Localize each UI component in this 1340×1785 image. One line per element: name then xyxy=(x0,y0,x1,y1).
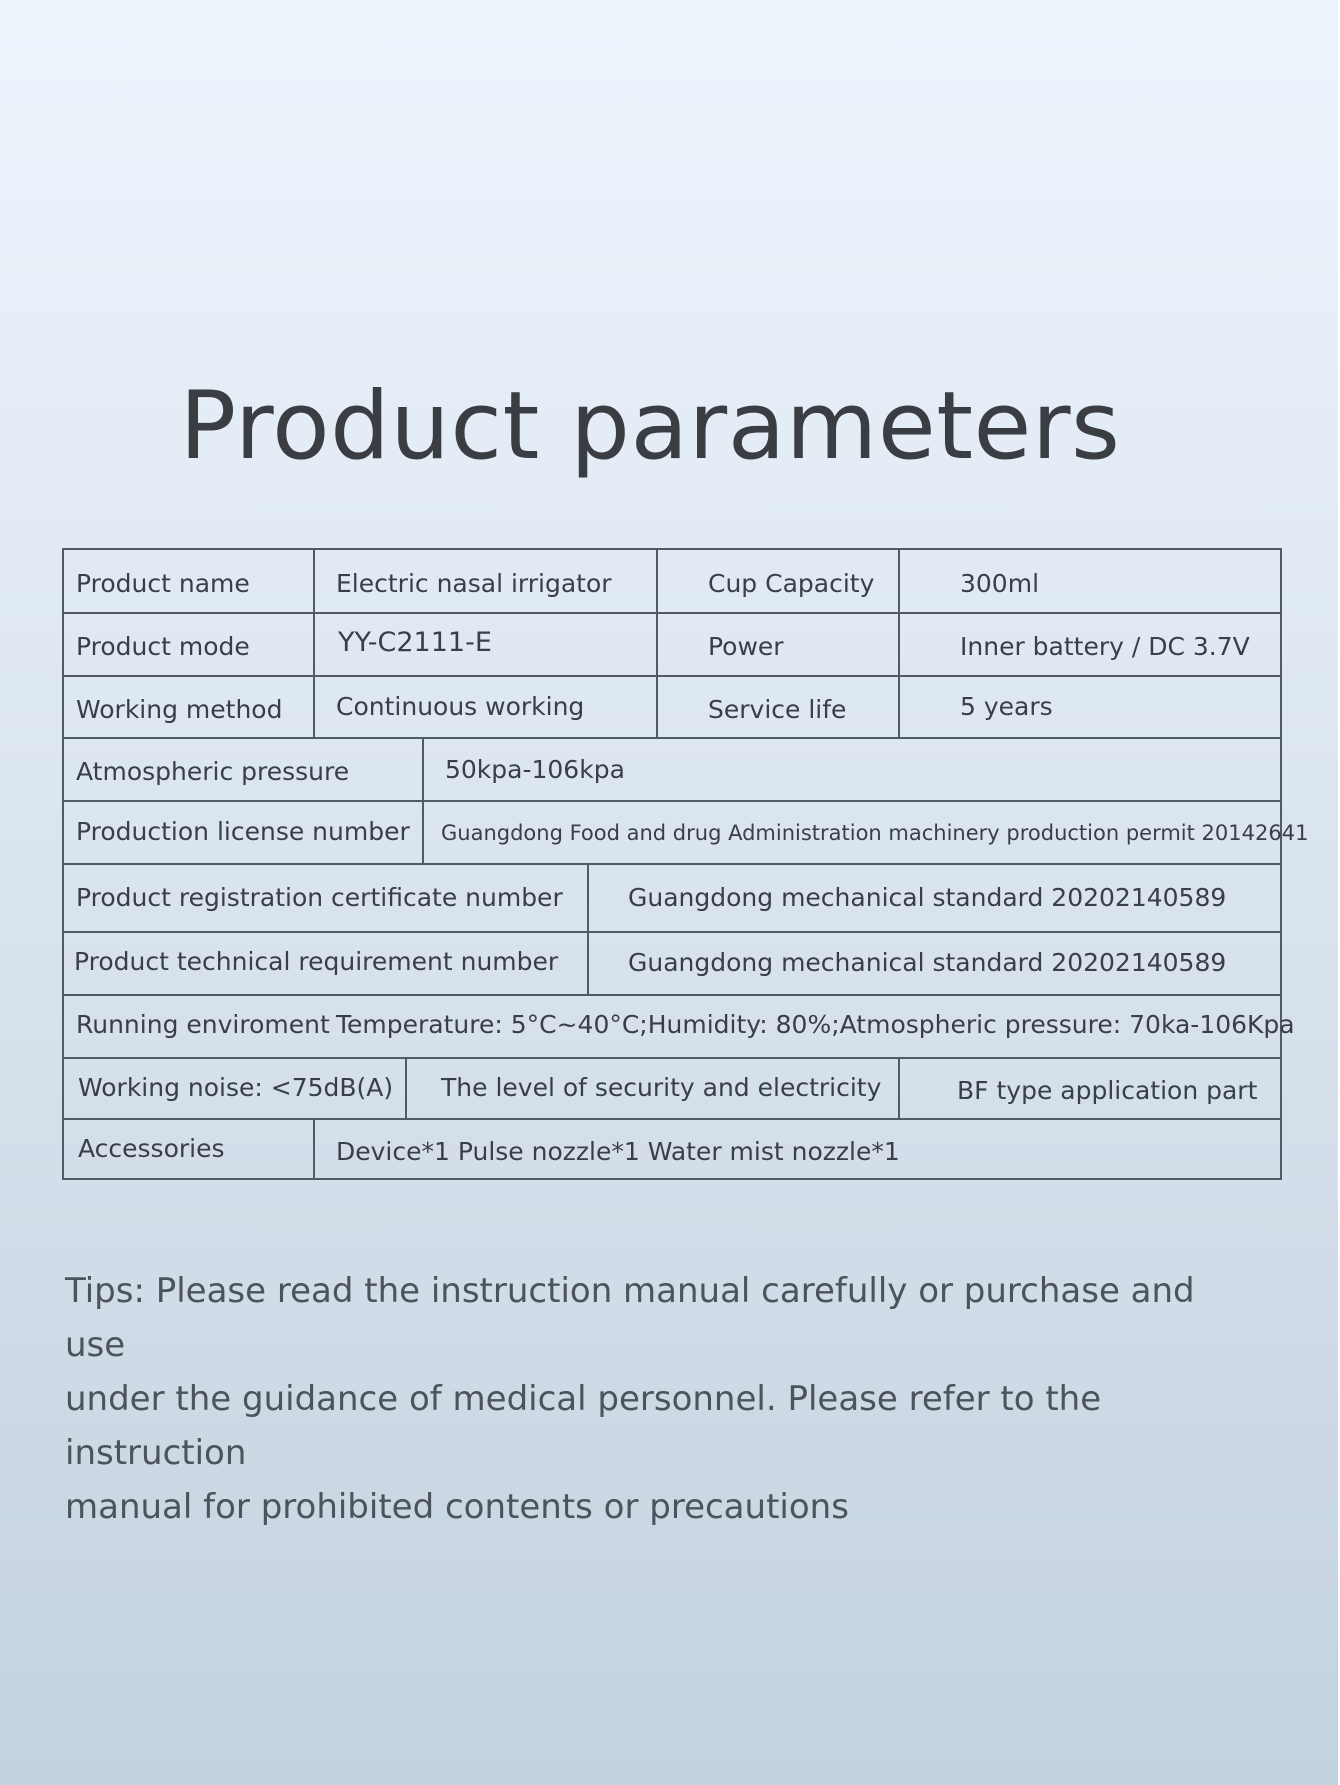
row-divider xyxy=(64,612,1280,614)
label-working-method: Working method xyxy=(76,695,283,724)
value-product-name: Electric nasal irrigator xyxy=(336,569,612,598)
row-divider xyxy=(64,1118,1280,1120)
label-power: Power xyxy=(708,632,784,661)
row-divider xyxy=(64,675,1280,677)
column-divider xyxy=(313,1118,315,1180)
row-divider xyxy=(64,931,1280,933)
label-atmospheric-pressure: Atmospheric pressure xyxy=(76,757,350,786)
column-divider xyxy=(405,1057,407,1119)
value-running-environment: Temperature: 5°C~40°C;Humidity: 80%;Atmospheric pressure: 70ka-106Kpa xyxy=(336,1010,1295,1039)
tips-text: Tips: Please read the instruction manual carefully or purchase and use under the guidance of medical personnel. Please refer to the instruction manual for prohibited contents or precautions xyxy=(65,1271,1195,1527)
value-registration-certificate: Guangdong mechanical standard 20202140589 xyxy=(628,883,1227,912)
row-divider xyxy=(64,1057,1280,1059)
label-working-noise: Working noise: <75dB(A) xyxy=(78,1073,394,1102)
label-product-mode: Product mode xyxy=(76,632,250,661)
row-divider xyxy=(64,737,1280,739)
value-product-mode: YY-C2111-E xyxy=(338,627,492,658)
label-registration-certificate: Product registration certificate number xyxy=(76,883,563,912)
value-service-life: 5 years xyxy=(960,692,1053,721)
label-running-environment: Running enviroment xyxy=(76,1010,330,1039)
value-technical-requirement: Guangdong mechanical standard 20202140589 xyxy=(628,948,1227,977)
value-atmospheric-pressure: 50kpa-106kpa xyxy=(445,755,625,784)
label-accessories: Accessories xyxy=(78,1134,225,1163)
column-divider xyxy=(656,550,658,738)
page-title: Product parameters xyxy=(179,372,1121,481)
column-divider xyxy=(313,550,315,738)
column-divider xyxy=(898,1057,900,1119)
row-divider xyxy=(64,863,1280,865)
label-production-license: Production license number xyxy=(76,817,410,846)
label-security-level: The level of security and electricity xyxy=(441,1073,882,1102)
value-security-level: BF type application part xyxy=(957,1076,1258,1105)
value-production-license: Guangdong Food and drug Administration machinery production permit 20142641 xyxy=(441,821,1309,845)
value-accessories: Device*1 Pulse nozzle*1 Water mist nozzle*1 xyxy=(336,1137,900,1166)
value-power: Inner battery / DC 3.7V xyxy=(960,632,1250,661)
parameters-table xyxy=(62,548,1309,1180)
value-cup-capacity: 300ml xyxy=(960,569,1040,598)
label-service-life: Service life xyxy=(708,695,847,724)
row-divider xyxy=(64,994,1280,996)
label-product-name: Product name xyxy=(76,569,250,598)
column-divider xyxy=(587,863,589,995)
value-working-method: Continuous working xyxy=(336,692,585,721)
label-technical-requirement: Product technical requirement number xyxy=(74,947,559,976)
column-divider xyxy=(422,737,424,864)
label-cup-capacity: Cup Capacity xyxy=(708,569,875,598)
column-divider xyxy=(898,550,900,738)
row-divider xyxy=(64,800,1280,802)
